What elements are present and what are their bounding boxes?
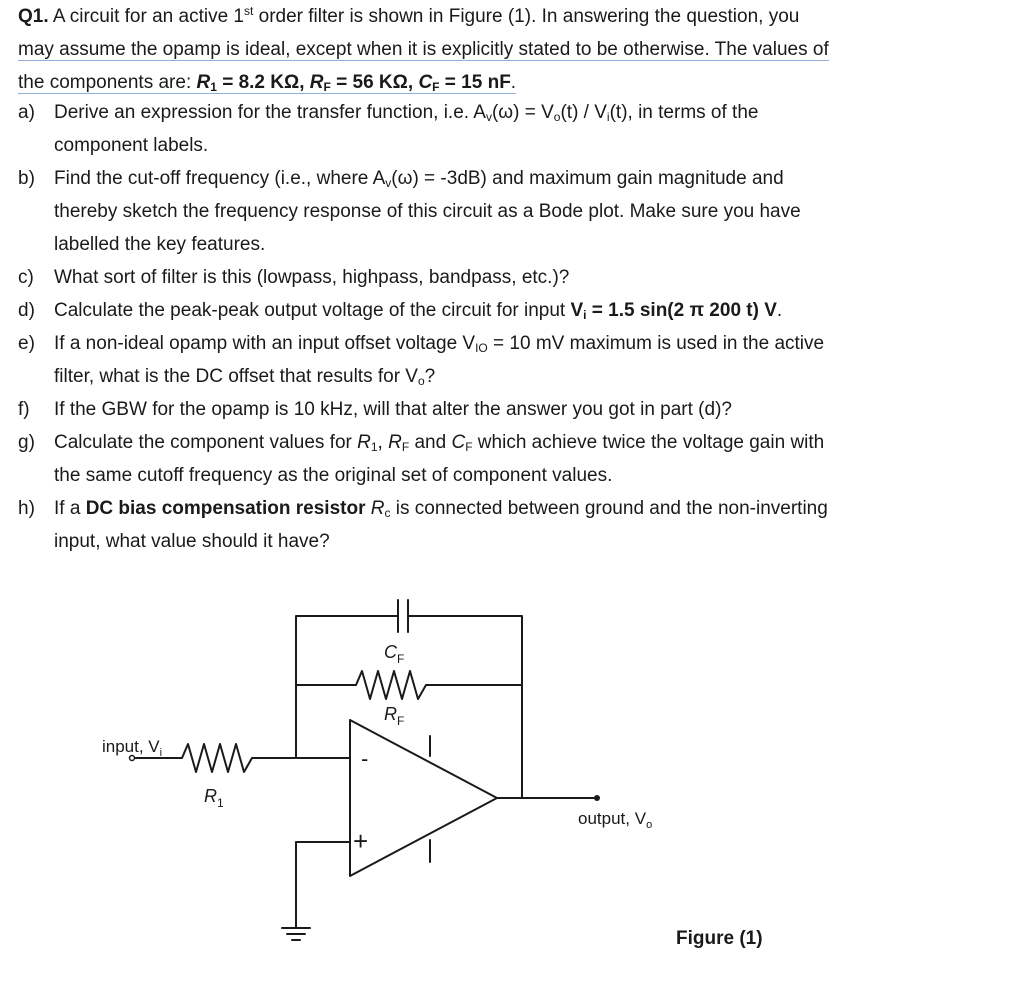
intro-line-1: Q1. A circuit for an active 1st order filter is shown in Figure (1). In answering the question, you <box>18 4 800 27</box>
input-terminal <box>130 756 135 761</box>
noninverting-ground-wire <box>296 842 350 928</box>
rf-label: $R_F$ <box>384 704 405 728</box>
minus-sign: - <box>361 746 369 771</box>
part-e: e) If a non-ideal opamp with an input offset voltage $V_{IO} = 10$ mV maximum is used in the active filter, what is the DC offset that results for $V_o$? <box>18 333 825 388</box>
circuit-figure <box>0 560 1024 1007</box>
opamp-triangle <box>350 720 497 876</box>
part-c: c) What sort of filter is this (lowpass, highpass, bandpass, etc.)? <box>18 267 570 288</box>
r1-label: $R_1$ <box>204 786 224 810</box>
cf-label: $C_F$ <box>384 642 405 666</box>
part-b: b) Find the cut-off frequency (i.e., where $A_v(\omega) = -3dB$) and maximum gain magnitude and thereby sketch the frequency response of this circuit as a Bode plot. Make sure you have labelled the key features. <box>18 168 801 255</box>
plus-sign: + <box>353 826 369 856</box>
question-intro <box>18 0 1018 99</box>
part-h: h) If a DC bias compensation resistor $R_c$ is connected between ground and the non-inverting input, what value should it have? <box>18 498 828 552</box>
part-a: a) Derive an expression for the transfer function, i.e. $A_v(\omega) = V_o(t) / V_i(t)$, in terms of the component labels. <box>18 102 759 156</box>
cf-wire-right <box>408 616 522 685</box>
rf-resistor <box>296 671 522 699</box>
output-terminal <box>594 795 600 801</box>
component-values: $R_1 = 8.2$ KΩ, $R_F = 56$ KΩ, $C_F = 15$ nF <box>196 72 511 94</box>
cf-wire-left <box>296 616 398 733</box>
question-number: Q1. <box>18 6 49 27</box>
intro-line-3: the components are: $R_1 = 8.2$ KΩ, $R_F = 56$ KΩ, $C_F = 15$ nF. <box>18 72 517 94</box>
input-label: input, $V_i$ <box>102 737 163 759</box>
output-label: output, $V_o$ <box>578 809 653 831</box>
part-g: g) Calculate the component values for $R_1$, $R_F$ and $C_F$ which achieve twice the voltage gain with the same cutoff frequency as the original set of component values. <box>18 432 825 486</box>
part-d: d) Calculate the peak-peak output voltage of the circuit for input $V_i = 1.5$ sin(2 π 200 t) V. <box>18 300 783 322</box>
intro-line-2: may assume the opamp is ideal, except when it is explicitly stated to be otherwise. The values of <box>18 39 829 60</box>
part-f: f) If the GBW for the opamp is 10 kHz, will that alter the answer you got in part (d)? <box>18 399 732 420</box>
question-parts <box>18 96 1018 558</box>
figure-caption: Figure (1) <box>676 928 763 949</box>
